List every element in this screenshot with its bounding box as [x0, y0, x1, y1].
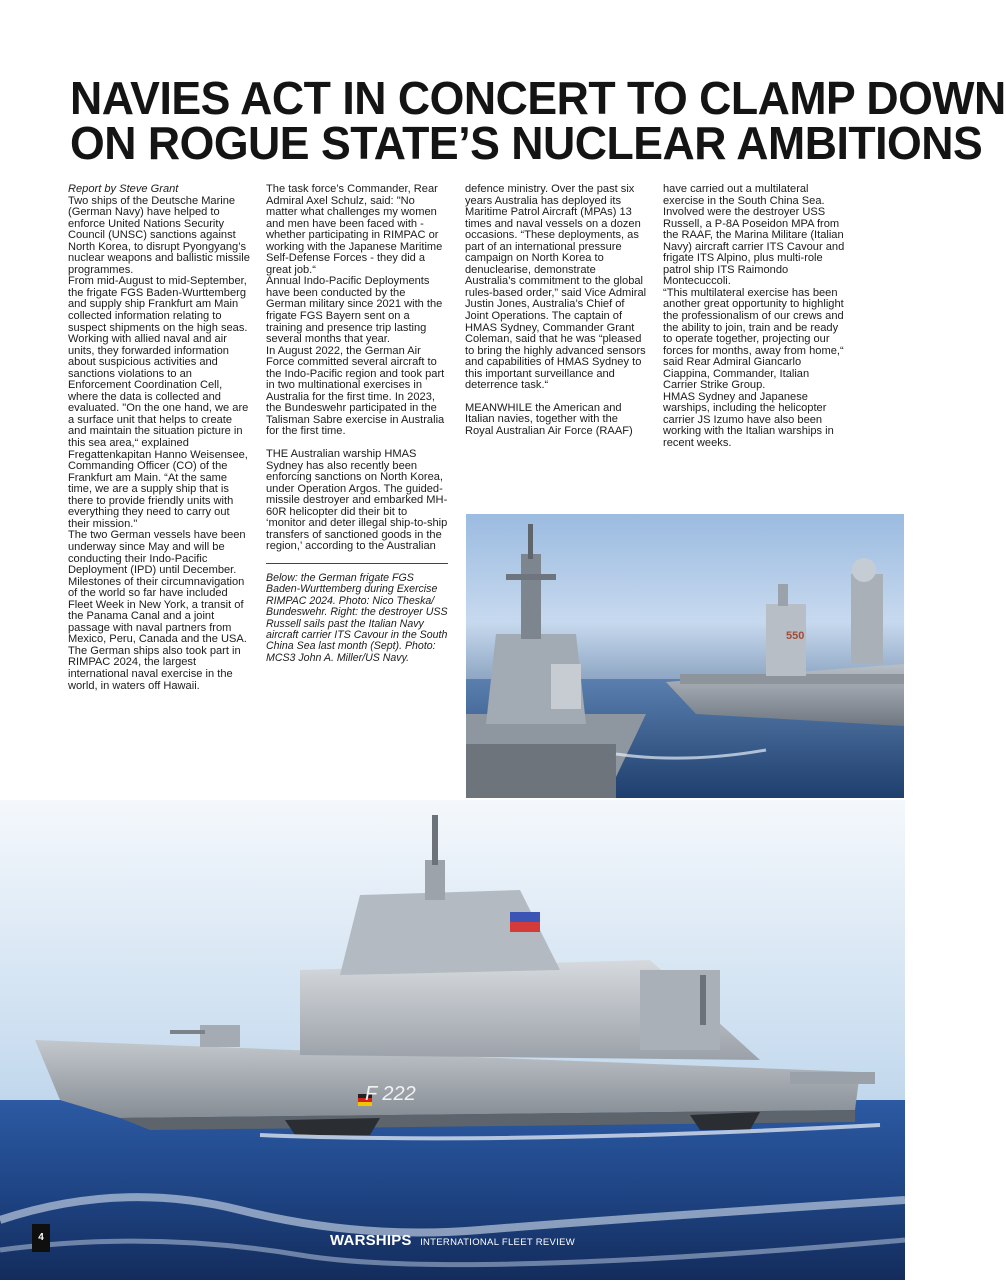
paragraph: Annual Indo-Pacific Deployments have been conducted by the German military since 2021 with the frigate FGS Bayern sent on a training and presence trip lasting several months that year. — [266, 275, 443, 346]
headline-line-1: NAVIES ACT IN CONCERT TO CLAMP DOWN — [70, 72, 1006, 124]
frigate-photo — [0, 800, 905, 1280]
caption-divider — [266, 563, 448, 564]
headline — [70, 72, 1006, 169]
article-column-2 — [266, 184, 448, 664]
destroyer-carrier-photo — [466, 514, 904, 798]
footer-brand: WARSHIPS — [330, 1232, 412, 1249]
paragraph: The two German vessels have been underway since May and will be conducting their Indo-Pacific Deployment (IPD) until December. Milestones of their circumnavigation of the world so far have included Fleet Week in New York, a transit of the Panama Canal and a joint passage with naval partners from Mexico, Peru, Canada and the USA. The German ships also took part in RIMPAC 2024, the largest international naval exercise in the world, in waters off Hawaii. — [68, 529, 247, 692]
paragraph: THE Australian warship HMAS Sydney has also recently been enforcing sanctions on North Korea, under Operation Argos. The guided-missile destroyer and embarked MH-60R helicopter did their bit to ‘monitor and deter illegal ship-to-ship transfers of sanctioned goods in the region,’ according to the Australian — [266, 448, 448, 553]
article-column-3 — [465, 184, 647, 437]
magazine-footer — [0, 1232, 905, 1250]
frigate-pennant-number: F 222 — [365, 1083, 416, 1105]
paragraph: Two ships of the Deutsche Marine (German Navy) have helped to enforce United Nations Security Council (UNSC) sanctions against North Korea, to disrupt Pyongyang’s nuclear weapons and ballistic missile programmes. — [68, 194, 250, 276]
paragraph: “This multilateral exercise has been another great opportunity to highlight the professionalism of our crews and the ability to join, train and be ready to operate together, projecting our forces for months, away from home,“ said Rear Admiral Giancarlo Ciappina, Commander, Italian Carrier Strike Group. — [663, 286, 844, 392]
footer-subtitle: INTERNATIONAL FLEET REVIEW — [420, 1237, 575, 1248]
byline: Report by Steve Grant — [68, 183, 179, 195]
paragraph: HMAS Sydney and Japanese warships, including the helicopter carrier JS Izumo have also been working with the Italian warships in recent weeks. — [663, 390, 834, 450]
paragraph: MEANWHILE the American and Italian navies, together with the Royal Australian Air Force (RAAF) — [465, 401, 633, 437]
article-column-1 — [68, 184, 250, 692]
paragraph: The task force’s Commander, Rear Admiral Axel Schulz, said: "No matter what challenges my women and men have been faced with - whether participating in RIMPAC or working with the Japanese Maritime Self-Defense Forces - they did a great job.“ — [266, 183, 443, 276]
paragraph: In August 2022, the German Air Force committed several aircraft to the Indo-Pacific region and took part in two multinational exercises in Australia for the first time. In 2023, the Bundeswehr participated in the Talisman Sabre exercise in Australia for the first time. — [266, 344, 445, 438]
headline-line-2: ON ROGUE STATE’S NUCLEAR AMBITIONS — [70, 117, 983, 169]
carrier-pennant-number: 550 — [786, 630, 805, 642]
paragraph: have carried out a multilateral exercise in the South China Sea. Involved were the destroyer USS Russell, a P-8A Poseidon MPA from the RAAF, the Marina Militare (Italian Navy) aircraft carrier ITS Cavour and frigate ITS Alpino, plus multi-role patrol ship ITS Raimondo Montecuccoli. — [663, 183, 845, 288]
paragraph: From mid-August to mid-September, the frigate FGS Baden-Wurttemberg and supply ship Frankfurt am Main collected information relating to suspect shipments on the high seas. Working with allied naval and air units, they forwarded information about suspicious activities and sanctions violations to an Enforcement Coordination Cell, where the data is collected and evaluated. "On the one hand, we are a surface unit that helps to create and maintain the situation picture in this sea area,“ explained Fregattenkapitan Hanno Weisensee, Commanding Officer (CO) of the Frankfurt am Main. “At the same time, we are a supply ship that is there to provide friendly units with everything they need to carry out their mission." — [68, 275, 249, 530]
page-number: 4 — [32, 1224, 50, 1252]
paragraph: defence ministry. Over the past six years Australia has deployed its Maritime Patrol Aircraft (MPAs) 13 times and naval vessels on a dozen occasions. “These deployments, as part of an international pressure campaign on North Korea to denuclearise, demonstrate Australia’s commitment to the global rules-based order,” said Vice Admiral Justin Jones, Australia’s Chief of Joint Operations. The captain of HMAS Sydney, Commander Grant Coleman, said that he was “pleased to bring the highly advanced sensors and capabilities of HMAS Sydney to this important surveillance and deterrence task.“ — [465, 183, 647, 392]
photo-caption: Below: the German frigate FGS Baden-Wurttemberg during Exercise RIMPAC 2024. Photo: Nico Theska/ Bundeswehr. Right: the destroyer USS Russell sails past the Italian Navy aircraft carrier ITS Cavour in the South China Sea last month (Sept). Photo: MCS3 John A. Miller/US Navy. — [266, 571, 448, 664]
article-column-4 — [663, 184, 845, 450]
